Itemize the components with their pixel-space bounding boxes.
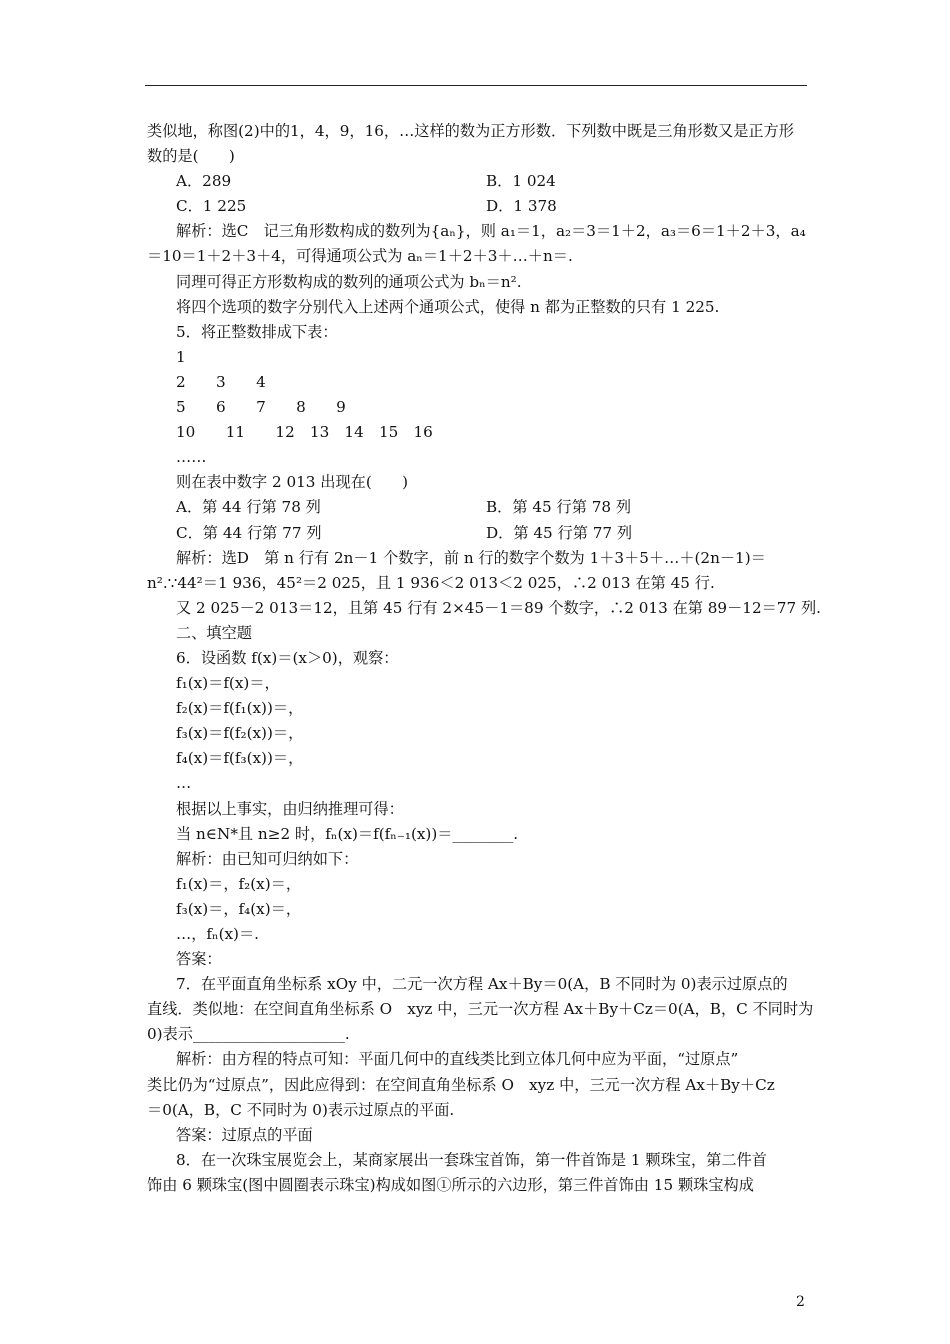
text-line: 2 3 4 [176, 372, 266, 391]
option-left: C．1 225 [176, 197, 247, 216]
option-left: A．289 [176, 172, 232, 191]
text-line: 则在表中数字 2 013 出现在( ) [176, 473, 409, 492]
text-line: f₁(x)＝，f₂(x)＝， [176, 874, 302, 893]
text-line: 根据以上事实，由归纳推理可得： [176, 799, 404, 818]
text-line: 将四个选项的数字分别代入上述两个通项公式，使得 n 都为正整数的只有 1 225. [176, 297, 720, 316]
text-line: 5．将正整数排成下表： [176, 322, 338, 341]
text-line: 6．设函数 f(x)＝(x＞0)，观察： [176, 648, 399, 667]
text-line: 数的是( ) [147, 147, 235, 166]
text-line: 饰由 6 颗珠宝(图中圆圈表示珠宝)构成如图①所示的六边形，第三件首饰由 15 颗珠宝构成 [147, 1175, 754, 1194]
document-body [147, 119, 821, 1198]
text-line: 解析：选D 第 n 行有 2n－1 个数字，前 n 行的数字个数为 1＋3＋5＋…＋(2n－1)＝ [176, 548, 766, 567]
option-right: B．1 024 [486, 172, 556, 191]
text-line: 类比仍为“过原点”，因此应得到：在空间直角坐标系 O xyz 中，三元一次方程 Ax＋By＋Cz [147, 1075, 775, 1094]
page-number: 2 [796, 1294, 805, 1310]
option-row [147, 169, 811, 194]
text-line: f₁(x)＝f(x)＝， [176, 674, 280, 693]
text-line: 解析：由方程的特点可知：平面几何中的直线类比到立体几何中应为平面，“过原点” [176, 1050, 739, 1069]
option-right: D．第 45 行第 77 列 [486, 523, 633, 542]
text-line: ＝10＝1＋2＋3＋4，可得通项公式为 aₙ＝1＋2＋3＋…＋n＝. [147, 247, 573, 266]
text-line: ＝0(A，B，C 不同时为 0)表示过原点的平面. [147, 1100, 455, 1119]
text-line: 答案： [176, 950, 222, 969]
text-line: f₃(x)＝，f₄(x)＝， [176, 899, 302, 918]
text-line: … [176, 774, 192, 793]
text-line: 解析：由已知可归纳如下： [176, 849, 359, 868]
text-line: 当 n∈N*且 n≥2 时，fₙ(x)＝f(fₙ₋₁(x))＝________. [176, 824, 519, 843]
text-line: f₃(x)＝f(f₂(x))＝， [176, 724, 304, 743]
option-left: A．第 44 行第 78 列 [176, 498, 321, 517]
text-line: 8．在一次珠宝展览会上，某商家展出一套珠宝首饰，第一件首饰是 1 颗珠宝，第二件首 [176, 1150, 767, 1169]
option-left: C．第 44 行第 77 列 [176, 523, 322, 542]
option-row [147, 495, 811, 520]
option-right: B．第 45 行第 78 列 [486, 498, 632, 517]
text-line: …，fₙ(x)＝. [176, 925, 259, 943]
text-line: 类似地，称图(2)中的1，4，9，16，…这样的数为正方形数．下列数中既是三角形数又是正方形 [147, 122, 794, 140]
text-line: 10 11 12 13 14 15 16 [176, 423, 433, 442]
text-line: f₂(x)＝f(f₁(x))＝， [176, 699, 304, 718]
option-row [147, 194, 811, 219]
text-line: 又 2 025－2 013＝12，且第 45 行有 2×45－1＝89 个数字，∴2 013 在第 89－12＝77 列. [176, 598, 821, 617]
text-line: 解析：选C 记三角形数构成的数列为{aₙ}，则 a₁＝1，a₂＝3＝1＋2，a₃＝6＝1＋2＋3，a₄ [176, 222, 806, 241]
text-line: 二、填空题 [176, 623, 252, 642]
text-line: 5 6 7 8 9 [176, 398, 346, 417]
text-line: …… [176, 448, 207, 467]
text-line: 7．在平面直角坐标系 xOy 中，二元一次方程 Ax＋By＝0(A，B 不同时为 0)表示过原点的 [176, 975, 788, 994]
text-line: 答案：过原点的平面 [176, 1125, 313, 1144]
text-line: 0)表示____________________. [147, 1025, 350, 1044]
text-line: n².∵44²＝1 936，45²＝2 025，且 1 936＜2 013＜2 025，∴2 013 在第 45 行. [147, 573, 715, 592]
text-line: 同理可得正方形数构成的数列的通项公式为 bₙ＝n². [176, 272, 522, 291]
text-line: 1 [176, 347, 186, 366]
text-line: f₄(x)＝f(f₃(x))＝， [176, 749, 304, 768]
text-line: 直线．类似地：在空间直角坐标系 O xyz 中，三元一次方程 Ax＋By＋Cz＝0(A，B，C 不同时为 [147, 1000, 814, 1019]
option-right: D．1 378 [486, 197, 557, 216]
header-rule [145, 85, 807, 86]
option-row [147, 521, 811, 546]
